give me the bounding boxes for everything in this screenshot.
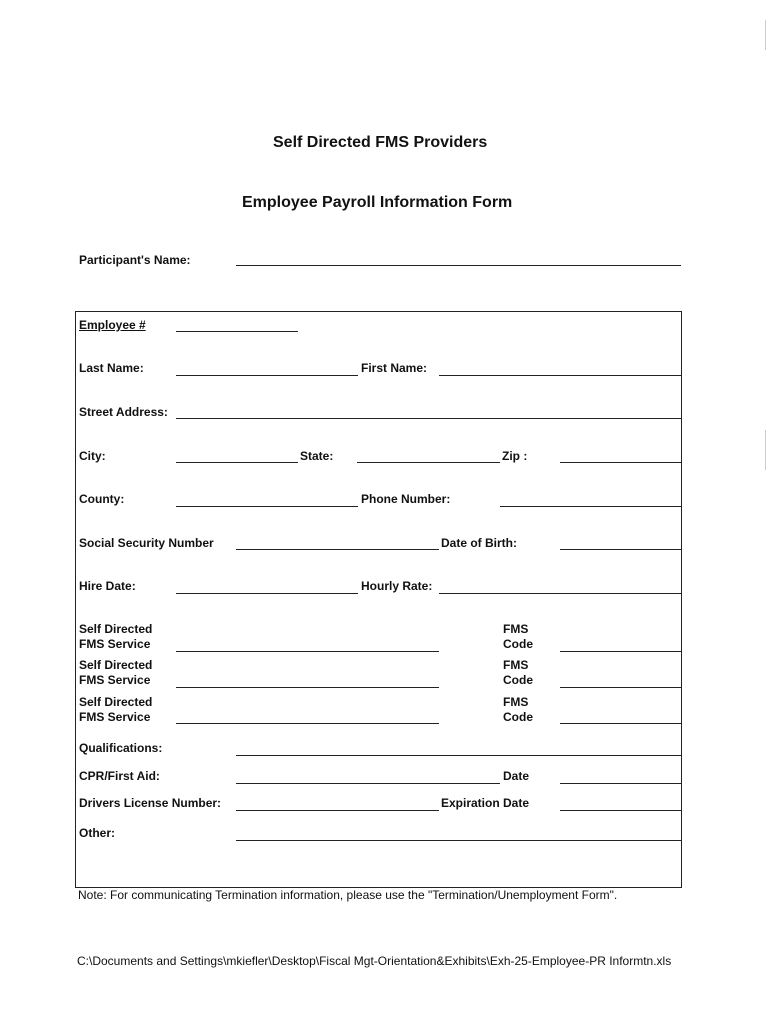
fms-code-label-2: FMS Code xyxy=(503,658,533,687)
service-field-1[interactable] xyxy=(176,651,439,652)
date-of-birth-label: Date of Birth: xyxy=(441,536,517,550)
expiration-date-label: Expiration Date xyxy=(441,796,530,810)
drivers-license-field[interactable] xyxy=(236,810,439,811)
ssn-label: Social Security Number xyxy=(79,536,214,550)
cpr-date-label: Date xyxy=(503,769,530,783)
cpr-first-aid-label: CPR/First Aid: xyxy=(79,769,160,783)
qualifications-field[interactable] xyxy=(236,755,681,756)
service-label-1: Self Directed FMS Service xyxy=(79,622,153,651)
county-label: County: xyxy=(79,492,125,506)
other-label: Other: xyxy=(79,826,115,840)
fms-code-field-2[interactable] xyxy=(560,687,681,688)
termination-note: Note: For communicating Termination information, please use the "Termination/Unemployment Form". xyxy=(78,888,618,902)
hire-date-label: Hire Date: xyxy=(79,579,136,593)
zip-label: Zip : xyxy=(502,449,528,463)
expiration-date-field[interactable] xyxy=(560,810,681,811)
phone-number-label: Phone Number: xyxy=(361,492,451,506)
fms-code-label-1: FMS Code xyxy=(503,622,533,651)
service-field-3[interactable] xyxy=(176,723,439,724)
hire-date-field[interactable] xyxy=(176,593,358,594)
employee-number-field[interactable] xyxy=(176,331,298,332)
scan-edge-mark xyxy=(765,430,766,470)
ssn-field[interactable] xyxy=(236,549,439,550)
employee-number-label: Employee # xyxy=(79,318,146,332)
fms-code-field-1[interactable] xyxy=(560,651,681,652)
zip-field[interactable] xyxy=(560,462,681,463)
qualifications-label: Qualifications: xyxy=(79,741,163,755)
drivers-license-label: Drivers License Number: xyxy=(79,796,222,810)
hourly-rate-label: Hourly Rate: xyxy=(361,579,433,593)
participant-name-field[interactable] xyxy=(236,265,681,266)
service-label-2: Self Directed FMS Service xyxy=(79,658,153,687)
last-name-label: Last Name: xyxy=(79,361,144,375)
city-label: City: xyxy=(79,449,106,463)
other-field[interactable] xyxy=(236,840,681,841)
first-name-label: First Name: xyxy=(361,361,428,375)
form-title: Employee Payroll Information Form xyxy=(242,194,513,211)
street-address-label: Street Address: xyxy=(79,405,168,419)
state-label: State: xyxy=(300,449,334,463)
hourly-rate-field[interactable] xyxy=(439,593,681,594)
cpr-first-aid-field[interactable] xyxy=(236,783,500,784)
document-title: Self Directed FMS Providers xyxy=(273,134,488,151)
service-label-3: Self Directed FMS Service xyxy=(79,695,153,724)
last-name-field[interactable] xyxy=(176,375,358,376)
file-path-footer: C:\Documents and Settings\mkiefler\Desktop\Fiscal Mgt-Orientation&Exhibits\Exh-25-Employee-PR Informtn.xls xyxy=(77,954,672,968)
service-field-2[interactable] xyxy=(176,687,439,688)
date-of-birth-field[interactable] xyxy=(560,549,681,550)
fms-code-field-3[interactable] xyxy=(560,723,681,724)
cpr-date-field[interactable] xyxy=(560,783,681,784)
street-address-field[interactable] xyxy=(176,418,681,419)
county-field[interactable] xyxy=(176,506,358,507)
first-name-field[interactable] xyxy=(439,375,681,376)
phone-number-field[interactable] xyxy=(500,506,681,507)
state-field[interactable] xyxy=(357,462,500,463)
city-field[interactable] xyxy=(176,462,298,463)
fms-code-label-3: FMS Code xyxy=(503,695,533,724)
scan-edge-mark xyxy=(765,20,766,50)
participant-name-label: Participant's Name: xyxy=(79,253,191,267)
